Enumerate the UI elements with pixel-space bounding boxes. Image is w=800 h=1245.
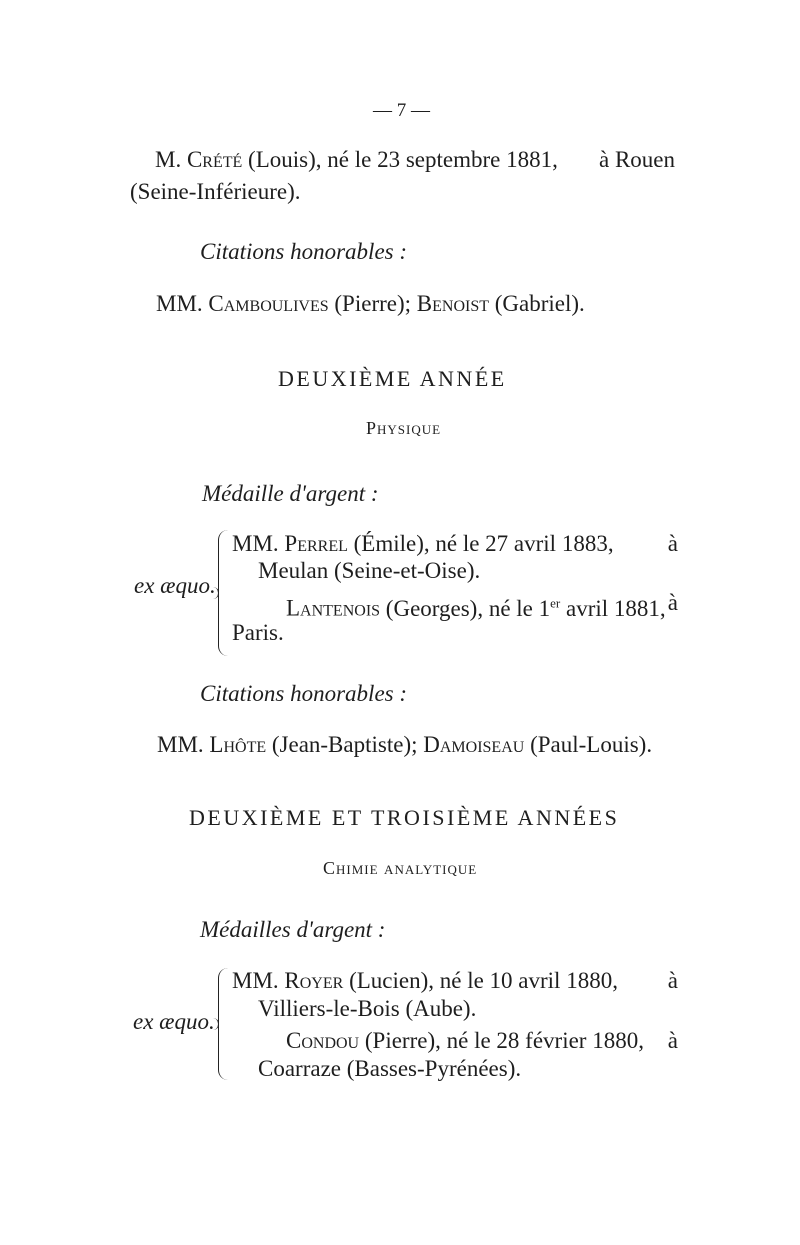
- entry-place-start: à: [667, 590, 678, 615]
- grouping-brace: [218, 968, 229, 1080]
- entry-place-start: à: [667, 968, 678, 993]
- title-prefix: MM.: [232, 531, 279, 556]
- entry-condou-line2: Coarraze (Basses-Pyrénées).: [258, 1056, 522, 1081]
- entry-crete-line2: (Seine-Inférieure).: [130, 179, 301, 204]
- entry-condou-line1: [286, 1027, 678, 1055]
- entry-perrel-line1: [232, 530, 678, 558]
- entry-details: (Pierre), né le 28 février 1880,: [364, 1028, 644, 1053]
- section-title: DEUXIÈME ANNÉE: [278, 366, 507, 391]
- title-prefix: M.: [155, 147, 182, 172]
- citations-heading: Citations honorables :: [200, 681, 408, 706]
- surname: Lantenois: [286, 595, 381, 621]
- entry-details: (Émile), né le 27 avril 1883,: [353, 531, 614, 556]
- entry-royer-line2: Villiers-le-Bois (Aube).: [258, 996, 477, 1021]
- entry-crete-line1: [155, 146, 675, 174]
- title-prefix: MM.: [232, 968, 279, 993]
- citations-heading: Citations honorables :: [200, 239, 408, 264]
- section-subject: Physique: [366, 418, 442, 438]
- given-name: (Gabriel).: [494, 291, 585, 316]
- section-title: DEUXIÈME ET TROISIÈME ANNÉES: [189, 805, 620, 830]
- ex-aequo-label: ex æquo.: [134, 573, 216, 598]
- surname: Benoist: [416, 291, 490, 316]
- entry-place-start: à: [667, 1028, 678, 1053]
- section-subject: Chimie analytique: [323, 858, 478, 878]
- surname: Condou: [286, 1028, 360, 1053]
- surname: Camboulives: [208, 291, 329, 316]
- ex-aequo-label: ex æquo.: [133, 1009, 215, 1034]
- citations-list: [157, 731, 652, 759]
- title-prefix: MM.: [157, 732, 204, 757]
- citations-list: [156, 290, 585, 318]
- entry-details: (Lucien), né le 10 avril 1880,: [349, 968, 618, 993]
- entry-royer-line1: [232, 967, 678, 995]
- grouping-brace: [218, 530, 229, 656]
- entry-place-start: à: [667, 531, 678, 556]
- entry-lantenois-line1: [286, 589, 678, 623]
- given-name: (Jean-Baptiste);: [271, 732, 418, 757]
- medal-heading: Médailles d'argent :: [200, 917, 386, 942]
- title-prefix: MM.: [156, 291, 203, 316]
- entry-details: (Louis), né le 23 septembre 1881,: [248, 147, 558, 172]
- given-name: (Paul-Louis).: [530, 732, 653, 757]
- entry-details: (Georges), né le 1er avril 1881,: [385, 595, 666, 621]
- page-number: — 7 —: [373, 100, 430, 121]
- medal-heading: Médaille d'argent :: [202, 481, 379, 506]
- entry-place-start: à Rouen: [598, 147, 675, 172]
- entry-perrel-line2: Meulan (Seine-et-Oise).: [258, 558, 481, 583]
- surname: Crété: [186, 147, 243, 172]
- surname: Royer: [284, 968, 344, 993]
- given-name: (Pierre);: [334, 291, 412, 316]
- surname: Perrel: [284, 531, 348, 556]
- entry-lantenois-line2: Paris.: [232, 620, 284, 645]
- surname: Lhôte: [209, 732, 267, 757]
- surname: Damoiseau: [423, 732, 525, 757]
